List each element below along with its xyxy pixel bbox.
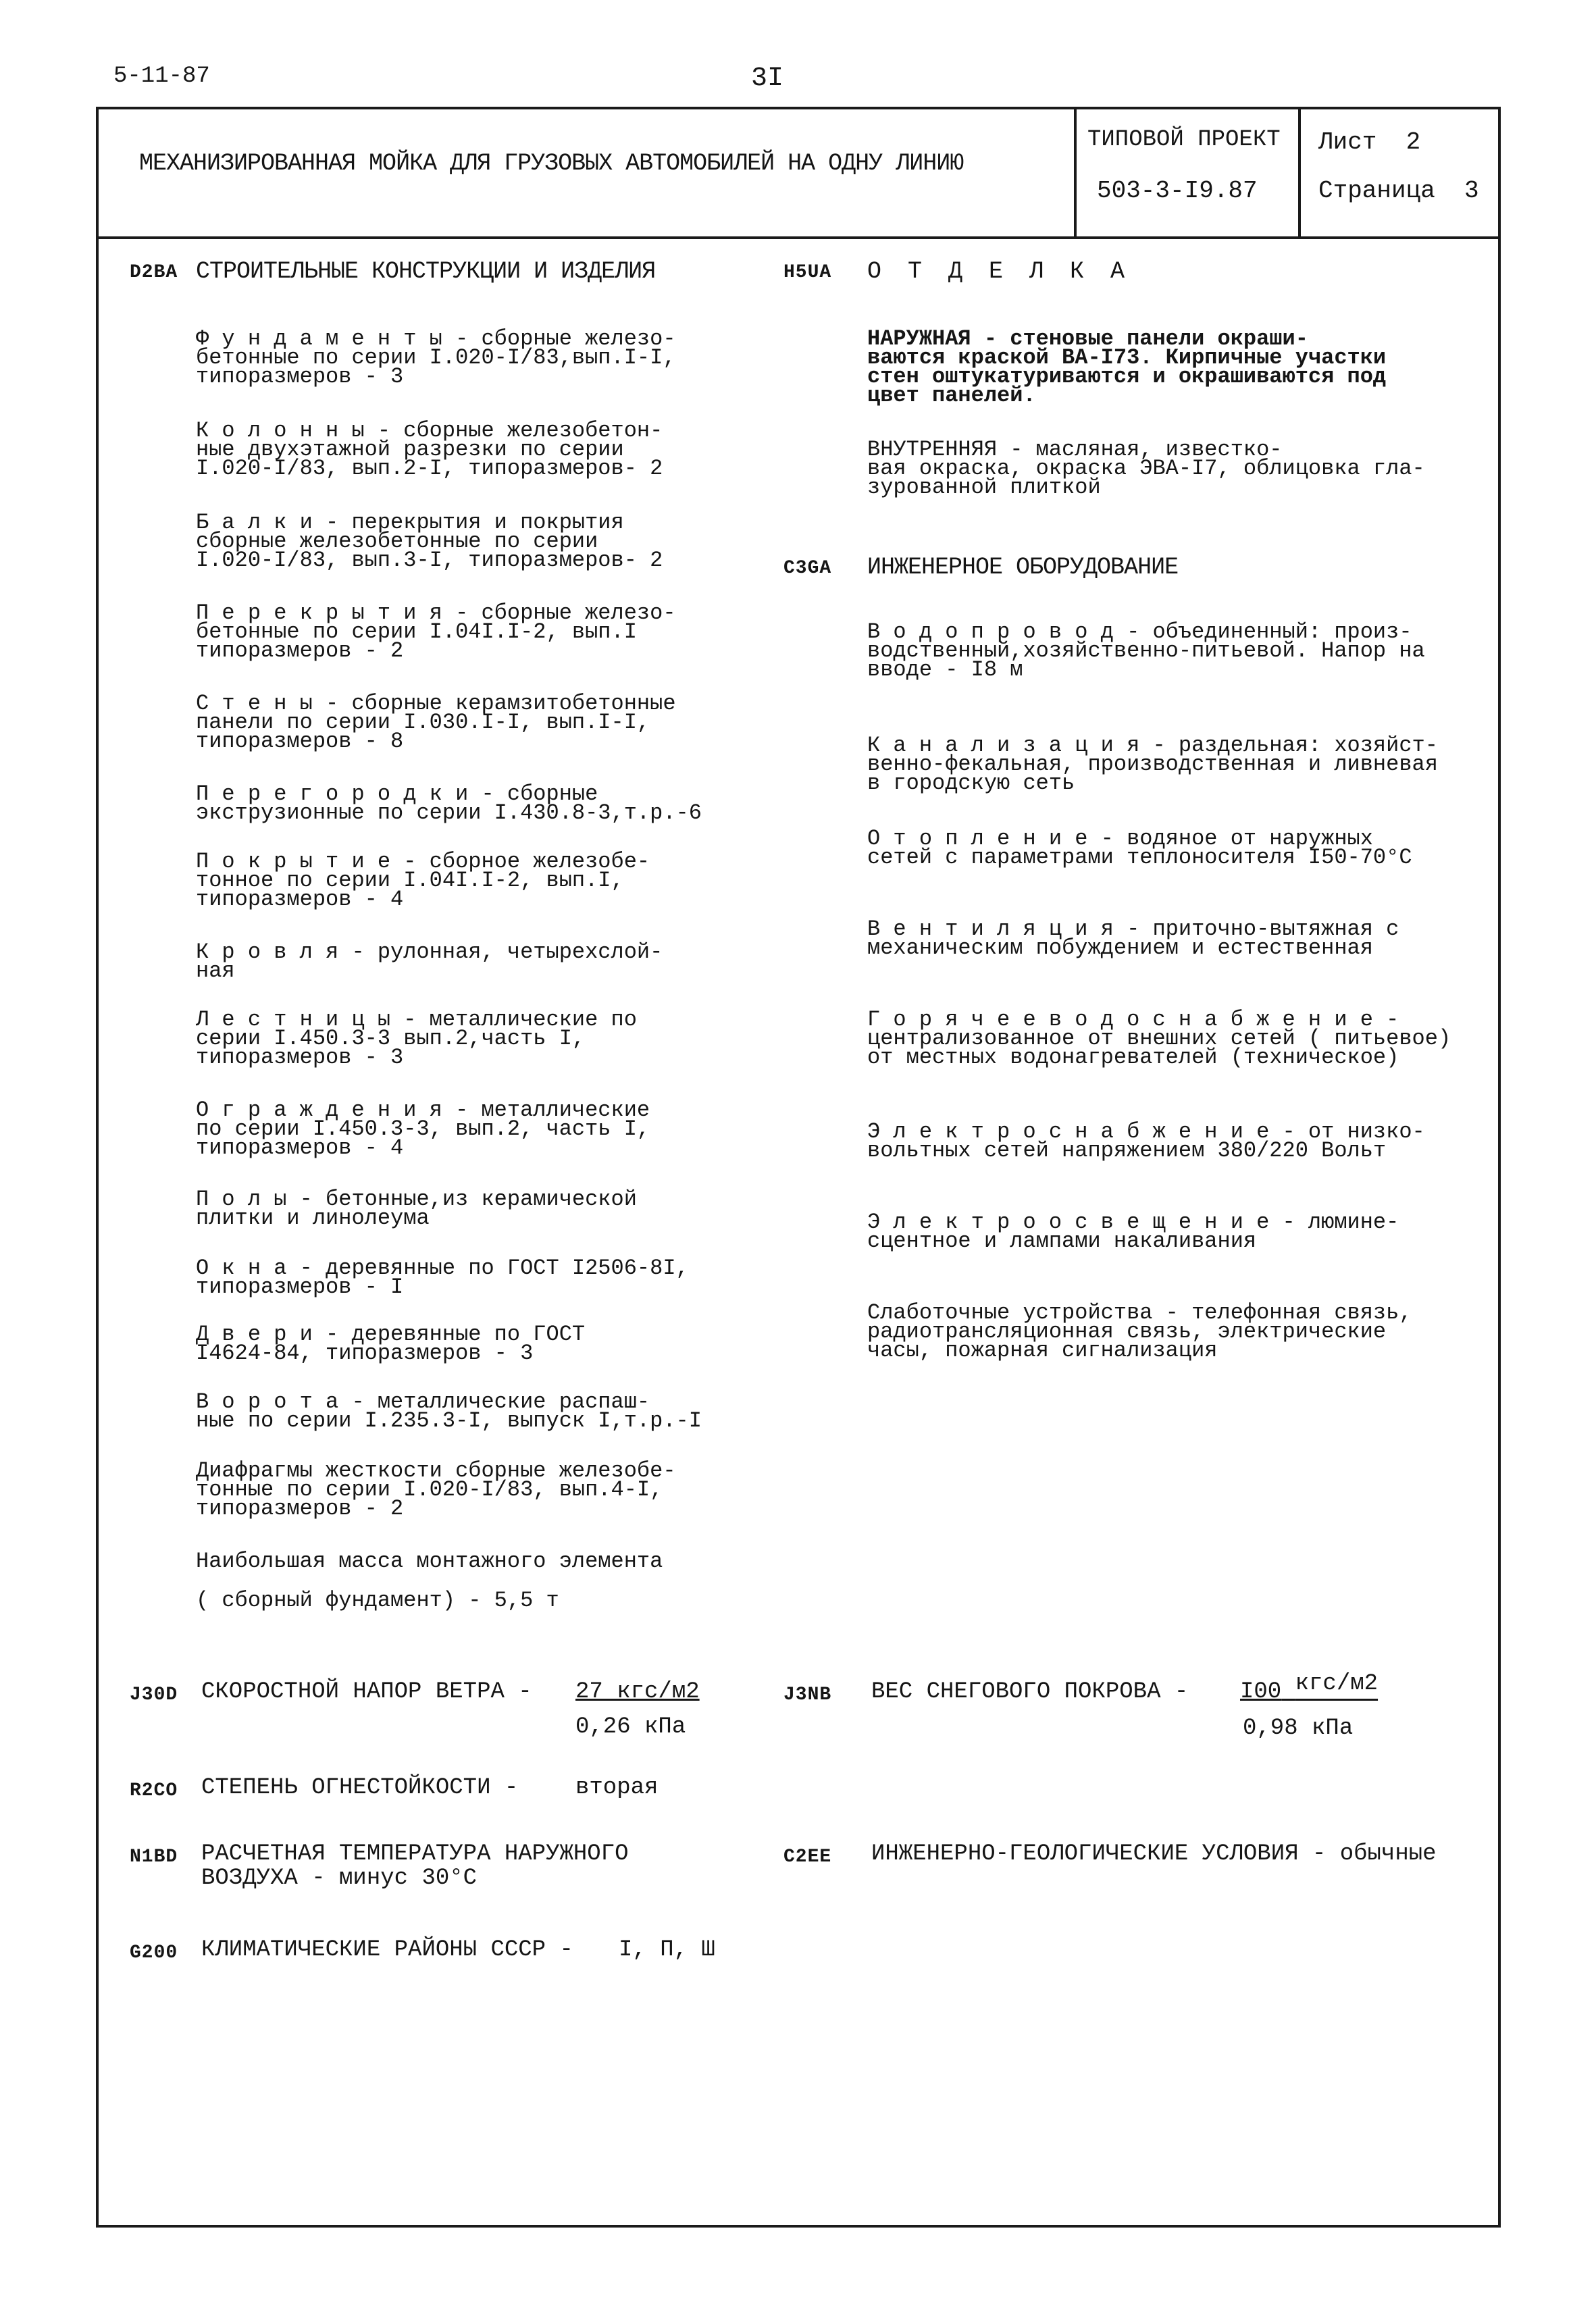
construction-item: П о к р ы т и е - сборное железобе- тонное по серии I.04I.I-2, вып.I, типоразмеров - 4 xyxy=(196,849,650,912)
equipment-item: Э л е к т р о о с в е щ е н и е - люмине- сцентное и лампами накаливания xyxy=(867,1210,1399,1254)
snow-label: ВЕС СНЕГОВОГО ПОКРОВА - xyxy=(871,1679,1189,1705)
construction-item: К о л о н н ы - сборные железобетон- ные двухэтажной разрезки по серии I.020-I/83, вып.2-I, типоразмеров- 2 xyxy=(196,418,663,481)
equipment-item: К а н а л и з а ц и я - раздельная: хозяйст- венно-фекальная, производственная и ливневая в городскую сеть xyxy=(867,733,1438,796)
fire-code: R2CO xyxy=(130,1780,178,1801)
sheet-value: 2 xyxy=(1406,128,1421,156)
wind-value: 27 кгс/м2 xyxy=(575,1679,700,1705)
equipment-item: В е н т и л я ц и я - приточно-вытяжная с механическим побуждением и естественная xyxy=(867,917,1399,960)
page-label xyxy=(1318,177,1479,205)
temp-value: ВОЗДУХА - минус 30°С xyxy=(201,1866,478,1891)
temp-label: РАСЧЕТНАЯ ТЕМПЕРАТУРА НАРУЖНОГО xyxy=(201,1841,629,1867)
equipment-title: ИНЖЕНЕРНОЕ ОБОРУДОВАНИЕ xyxy=(867,554,1179,581)
equipment-item: Г о р я ч е е в о д о с н а б ж е н и е - централизованное от внешних сетей ( питьевое) от местных водонагревателей (техническое) xyxy=(867,1007,1451,1070)
fire-label: СТЕПЕНЬ ОГНЕСТОЙКОСТИ - xyxy=(201,1775,519,1801)
snow-value xyxy=(1240,1671,1379,1705)
project-code: 503-3-I9.87 xyxy=(1097,177,1258,205)
snow-value-unit: кгс/м2 xyxy=(1295,1671,1379,1697)
wind-code: J30D xyxy=(130,1685,178,1705)
project-label: ТИПОВОЙ ПРОЕКТ xyxy=(1087,127,1281,153)
wind-value-kpa: 0,26 кПа xyxy=(575,1714,686,1740)
header-separator xyxy=(1298,109,1301,236)
construction-item: О г р а ж д е н и я - металлические по серии I.450.3-3, вып.2, часть I, типоразмеров - 4 xyxy=(196,1098,650,1160)
geo-code: C2EE xyxy=(783,1847,832,1868)
page-value: 3 xyxy=(1464,177,1479,205)
sheet-label-text: Лист xyxy=(1318,128,1377,156)
climate-code: G200 xyxy=(130,1943,178,1963)
construction-item: П е р е г о р о д к и - сборные экструзионные по серии I.430.8-3,т.р.-6 xyxy=(196,781,702,825)
wind-label: СКОРОСТНОЙ НАПОР ВЕТРА - xyxy=(201,1679,532,1705)
finish-outer: НАРУЖНАЯ - стеновые панели окраши- ваются краской ВА-I73. Кирпичные участки стен оштукатуриваются и окрашиваются под цвет панелей. xyxy=(867,326,1387,408)
header-separator xyxy=(1074,109,1077,236)
construction-item: К р о в л я - рулонная, четырехслой- ная xyxy=(196,940,663,983)
doc-number: 5-11-87 xyxy=(113,63,210,89)
finish-code: H5UA xyxy=(783,262,832,283)
section-code: D2BA xyxy=(130,262,178,283)
construction-item: П е р е к р ы т и я - сборные железо- бетонные по серии I.04I.I-2, вып.I типоразмеров - 2 xyxy=(196,600,676,663)
geo-label: ИНЖЕНЕРНО-ГЕОЛОГИЧЕСКИЕ УСЛОВИЯ - обычные xyxy=(871,1841,1437,1867)
page-label-text: Страница xyxy=(1318,177,1435,205)
mass-note: ( сборный фундамент) - 5,5 т xyxy=(196,1588,559,1613)
construction-item: В о р о т а - металлические распаш- ные по серии I.235.3-I, выпуск I,т.р.-I xyxy=(196,1389,702,1433)
construction-item: С т е н ы - сборные керамзитобетонные панели по серии I.030.I-I, вып.I-I, типоразмеров - 8 xyxy=(196,691,676,754)
construction-item: П о л ы - бетонные,из керамической плитки и линолеума xyxy=(196,1187,637,1231)
mass-note: Наибольшая масса монтажного элемента xyxy=(196,1549,663,1574)
construction-item: Ф у н д а м е н т ы - сборные железо- бетонные по серии I.020-I/83,вып.I-I, типоразмеров - 3 xyxy=(196,326,676,389)
section-title: СТРОИТЕЛЬНЫЕ КОНСТРУКЦИИ И ИЗДЕЛИЯ xyxy=(196,258,656,285)
snow-value-kpa: 0,98 кПа xyxy=(1243,1716,1354,1741)
equipment-item: В о д о п р о в о д - объединенный: произ- водственный,хозяйственно-питьевой. Напор на вводе - I8 м xyxy=(867,619,1425,682)
sheet-label xyxy=(1318,128,1420,156)
equipment-item: Слаботочные устройства - телефонная связь, радиотрансляционная связь, электрические часы, пожарная сигнализация xyxy=(867,1300,1412,1363)
equipment-item: Э л е к т р о с н а б ж е н и е - от низко- вольтных сетей напряжением 380/220 Вольт xyxy=(867,1119,1425,1163)
construction-item: Л е с т н и ц ы - металлические по серии I.450.3-3 вып.2,часть I, типоразмеров - 3 xyxy=(196,1007,637,1070)
construction-item: Б а л к и - перекрытия и покрытия сборные железобетонные по серии I.020-I/83, вып.3-I, типоразмеров- 2 xyxy=(196,510,663,573)
finish-title: О Т Д Е Л К А xyxy=(867,258,1131,285)
construction-item: Диафрагмы жесткости сборные железобе- тонные по серии I.020-I/83, вып.4-I, типоразмеров - 2 xyxy=(196,1458,676,1521)
construction-item: Д в е р и - деревянные по ГОСТ I4624-84, типоразмеров - 3 xyxy=(196,1322,586,1366)
fire-value: вторая xyxy=(575,1775,659,1801)
temp-code: N1BD xyxy=(130,1847,178,1868)
snow-value-number: I00 xyxy=(1240,1679,1282,1705)
equipment-code: C3GA xyxy=(783,558,832,579)
climate-value: I, П, Ш xyxy=(619,1937,715,1963)
header-divider xyxy=(99,236,1498,239)
snow-code: J3NB xyxy=(783,1685,832,1705)
construction-item: О к н а - деревянные по ГОСТ I2506-8I, типоразмеров - I xyxy=(196,1256,689,1300)
climate-label: КЛИМАТИЧЕСКИЕ РАЙОНЫ СССР - xyxy=(201,1937,573,1963)
document-title: МЕХАНИЗИРОВАННАЯ МОЙКА ДЛЯ ГРУЗОВЫХ АВТОМОБИЛЕЙ НА ОДНУ ЛИНИЮ xyxy=(139,150,964,177)
page-number: 3I xyxy=(751,63,784,94)
finish-inner: ВНУТРЕННЯЯ - масляная, известко- вая окраска, окраска ЭВА-I7, облицовка гла- зурованной плиткой xyxy=(867,437,1425,500)
equipment-item: О т о п л е н и е - водяное от наружных сетей с параметрами теплоносителя I50-70°С xyxy=(867,826,1412,870)
